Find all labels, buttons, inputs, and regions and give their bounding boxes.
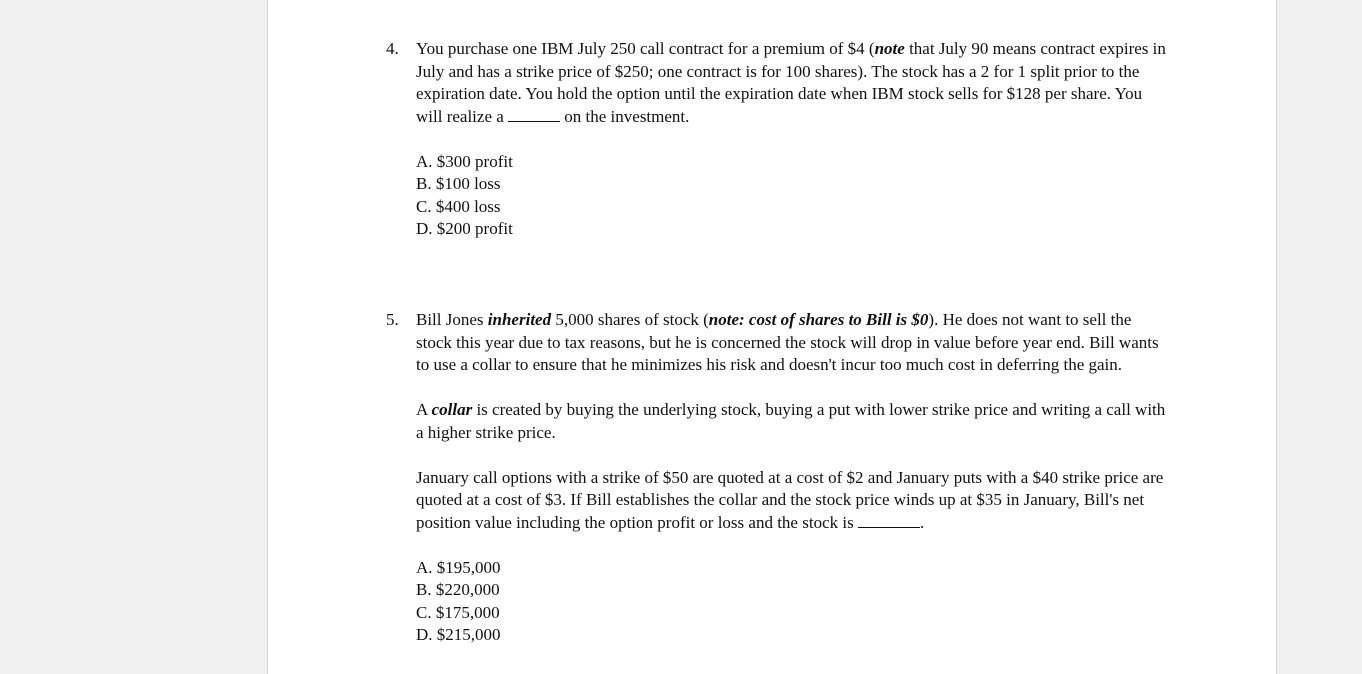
answer-options [386,151,1166,241]
question-text: You purchase one IBM July 250 call contract for a premium of $4 ( [416,39,875,58]
answer-blank [858,513,920,528]
answer-option-b[interactable]: B. $100 loss [416,174,501,193]
document-page [267,0,1277,674]
question-5-paragraph-1 [416,309,1166,377]
note-emphasis: note [874,39,905,58]
answer-option-c[interactable]: C. $400 loss [416,196,501,216]
answer-option-a[interactable]: A. $300 profit [416,151,513,171]
collar-emphasis: collar [431,400,473,419]
question-text: is created by buying the underlying stock, buying a put with lower strike price and writing a call with a higher strike price. [416,400,1166,442]
question-text: Bill Jones [416,310,488,329]
question-number: 5. [386,310,399,329]
answer-option-d[interactable]: D. $200 profit [416,219,513,238]
question-5 [386,309,1166,647]
answer-blank [508,107,560,122]
question-4-text [416,38,1166,128]
question-4-stem [386,38,1166,128]
answer-option-a[interactable]: A. $195,000 [416,557,501,577]
question-number: 4. [386,39,399,58]
question-5-paragraph-2 [386,399,1166,444]
answer-option-d[interactable]: D. $215,000 [416,625,501,644]
question-4 [386,38,1166,241]
note-emphasis: note: cost of shares to Bill is $0 [708,310,929,329]
question-text: January call options with a strike of $50 are quoted at a cost of $2 and January puts with a $40 strike price are quoted at a cost of $3. If Bill establishes the collar and the stock price winds up at $35 in January, Bill's net position value including the option profit or loss and the stock is [416,467,1164,532]
question-text: that July 90 means contract expires in July and has a strike price of $250; one contract is for 100 shares). The stock has a 2 for 1 split prior to the expiration date. You hold the option until the expiration date when IBM stock sells for $128 per share. You will realize a [416,39,1166,126]
question-text: . [919,512,925,532]
answer-option-c[interactable]: C. $175,000 [416,602,500,622]
question-text: A [416,400,432,419]
question-text: on the investment. [560,106,690,126]
question-5-stem [386,309,1166,377]
question-text: 5,000 shares of stock ( [551,310,709,329]
answer-option-b[interactable]: B. $220,000 [416,580,500,599]
question-5-paragraph-3 [386,467,1166,535]
answer-options [386,557,1166,647]
question-text: ). He does not want to sell the stock this year due to tax reasons, but he is concerned the stock will drop in value before year end. Bill wants to use a collar to ensure that he minimizes his risk and doesn't incur too much cost in deferring the gain. [416,310,1159,374]
inherited-emphasis: inherited [487,310,552,329]
